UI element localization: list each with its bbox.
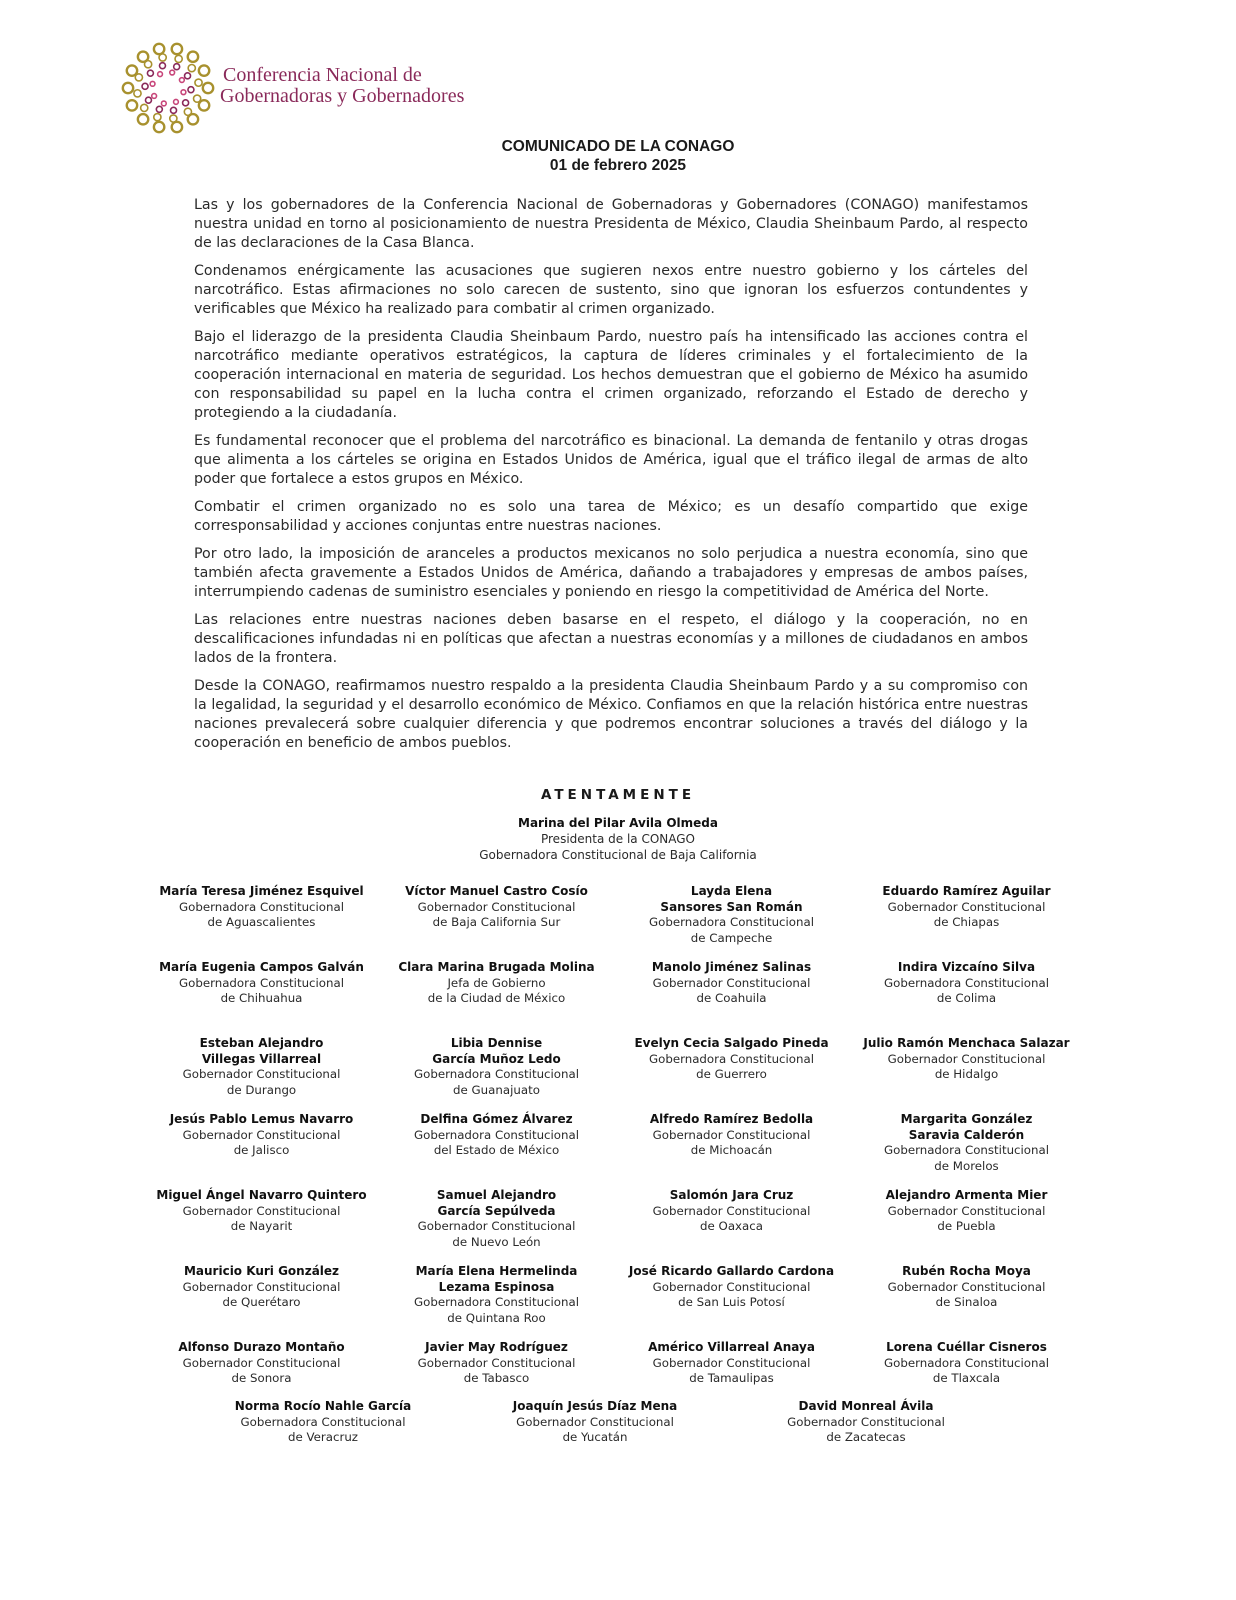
signatory-name: David Monreal Ávila: [798, 1399, 934, 1413]
signatory-role: Gobernadora Constitucional: [648, 1051, 815, 1066]
signature-block: [379, 1264, 614, 1340]
signatory-state: de Sonora: [231, 1371, 292, 1385]
emblem-dot: [185, 73, 191, 79]
emblem-dot: [179, 78, 184, 83]
signatory-role: Gobernador Constitucional: [182, 1355, 341, 1370]
signatory-name: Julio Ramón Menchaca Salazar: [863, 1036, 1070, 1050]
signatories-row: [144, 1112, 1084, 1188]
emblem-dot: [184, 108, 191, 115]
signatory-name: Samuel Alejandro García Sepúlveda: [436, 1188, 557, 1218]
signatories-last-row: [0, 1399, 1236, 1459]
signatory-name: Javier May Rodríguez: [425, 1340, 568, 1354]
signatory-name: Jesús Pablo Lemus Navarro: [169, 1112, 354, 1126]
emblem-dot: [158, 72, 163, 77]
document-title: COMUNICADO DE LA CONAGO: [501, 138, 735, 155]
signatory-state: de la Ciudad de México: [427, 991, 566, 1005]
signatory-state: de Oaxaca: [700, 1219, 763, 1233]
signatory-role: Gobernador Constitucional: [652, 1203, 811, 1218]
signatory-name: Alfonso Durazo Montaño: [178, 1340, 345, 1354]
emblem-dot: [159, 54, 166, 61]
signatory-role: Gobernador Constitucional: [182, 1279, 341, 1294]
signature-block: [144, 1036, 379, 1112]
logo-line-2: Gobernadoras y Gobernadores: [220, 85, 465, 107]
signatory-state: de Durango: [226, 1082, 297, 1097]
signatory-role: Gobernadora Constitucional: [178, 975, 345, 990]
signatory-role: Gobernador Constitucional: [182, 1203, 341, 1218]
signatory-name: Clara Marina Brugada Molina: [398, 960, 595, 974]
closing-salutation: ATENTAMENTE: [540, 787, 696, 803]
signatory-state: de Tabasco: [463, 1371, 530, 1385]
paragraph: Las y los gobernadores de la Conferencia Nacional de Gobernadoras y Gobernadores (CONAGO) manifestamos nuestra unidad en torno al posicionamiento de nuestra Presidenta de México, Claudia Sheinbaum Pardo, al respecto de las declaraciones de la Casa Blanca.: [194, 197, 1028, 251]
signatory-name: Manolo Jiménez Salinas: [651, 960, 812, 974]
emblem-dot: [138, 114, 148, 124]
signatory-state: de Campeche: [690, 930, 773, 945]
emblem-dot: [154, 114, 161, 121]
signatory-name: Américo Villarreal Anaya: [648, 1340, 815, 1354]
signatory-state: de Jalisco: [233, 1143, 290, 1157]
signatory-name: Eduardo Ramírez Aguilar: [882, 884, 1051, 898]
signatory-role: Gobernador Constitucional: [417, 1355, 576, 1370]
signatories-row: [144, 1036, 1084, 1112]
signatory-state: de Quintana Roo: [447, 1310, 546, 1325]
signatory-role: Gobernadora Constitucional: [413, 1127, 580, 1142]
emblem-dot: [171, 107, 177, 113]
signatory-state: de Chiapas: [933, 915, 1000, 929]
signature-block: [379, 1188, 614, 1264]
signatory-state: de Coahuila: [696, 991, 767, 1005]
signatory-name: Layda Elena Sansores San Román: [660, 884, 803, 914]
signature-block: [193, 1399, 453, 1446]
president-signature: [0, 815, 1236, 863]
signatories-grid: [144, 884, 1084, 1416]
signature-block: [614, 1188, 849, 1264]
emblem-dot: [174, 99, 179, 104]
paragraph: Combatir el crimen organizado no es solo una tarea de México; es un desafío compartido que exige corresponsabilidad y acciones conjuntas entre nuestras naciones.: [194, 499, 1028, 534]
signatory-name: Miguel Ángel Navarro Quintero: [156, 1188, 367, 1202]
emblem-dot: [159, 63, 165, 69]
emblem-dot: [175, 55, 182, 62]
signatory-name: Alfredo Ramírez Bedolla: [649, 1112, 814, 1126]
signatory-role: Gobernadora Constitucional: [413, 1067, 580, 1081]
signatories-row: [144, 1264, 1084, 1340]
signatory-role: Gobernadora Constitucional: [413, 1295, 580, 1309]
signatory-role: Gobernador Constitucional: [652, 1279, 811, 1294]
signatory-name: María Teresa Jiménez Esquivel: [159, 884, 364, 898]
signature-block: [614, 1264, 849, 1340]
signatory-state: de Zacatecas: [826, 1430, 906, 1444]
emblem-dot: [141, 104, 148, 111]
signatory-name: Alejandro Armenta Mier: [885, 1188, 1048, 1202]
emblem-dot: [156, 106, 162, 112]
signatory-name: María Eugenia Campos Galván: [159, 960, 364, 974]
emblem-dot: [154, 44, 164, 54]
signatory-role: Gobernadora Constitucional: [178, 899, 345, 914]
signature-block: [379, 960, 614, 1036]
document-body: [194, 196, 1028, 762]
signatory-role: Gobernadora Constitucional: [883, 975, 1050, 990]
signatory-role: Gobernador Constitucional: [787, 1414, 945, 1429]
signatory-name: Salomón Jara Cruz: [669, 1188, 794, 1202]
paragraph: Por otro lado, la imposición de aranceles a productos mexicanos no solo perjudica a nuestra economía, sino que también afecta gravemente a Estados Unidos de América, dañando a trabajadores y empresas de ambos países, interrumpiendo cadenas de suministro esenciales y poniendo en riesgo la competitividad de América del Norte.: [194, 546, 1028, 600]
signatory-state: de Puebla: [937, 1219, 996, 1233]
signatory-role: Gobernador Constitucional: [652, 1127, 811, 1142]
signature-block: [379, 1112, 614, 1188]
signatory-state: de Morelos: [934, 1158, 999, 1173]
signatory-name: Indira Vizcaíno Silva: [897, 960, 1036, 974]
signatory-name: Delfina Gómez Álvarez: [420, 1112, 573, 1126]
signatory-name: Lorena Cuéllar Cisneros: [886, 1340, 1047, 1354]
signatory-state: de Sinaloa: [935, 1295, 998, 1309]
emblem-dot: [172, 44, 182, 54]
emblem-dot: [172, 122, 182, 132]
emblem-dot: [135, 74, 142, 81]
emblem-dot: [127, 100, 137, 110]
emblem-dot: [199, 100, 209, 110]
signatory-state: de San Luis Potosí: [678, 1295, 785, 1309]
logo-line-1: Conferencia Nacional de: [223, 64, 422, 86]
emblem-dot: [142, 83, 148, 89]
signatory-state: de Querétaro: [222, 1295, 301, 1309]
president-title: Gobernadora Constitucional de Baja California: [479, 848, 757, 862]
signatories-row: [144, 1188, 1084, 1264]
signatory-role: Gobernador Constitucional: [887, 1051, 1046, 1066]
document-heading: [0, 137, 1236, 175]
emblem-dot: [161, 101, 166, 106]
signature-block: [614, 960, 849, 1036]
signatory-name: Víctor Manuel Castro Cosío: [405, 884, 588, 898]
signatory-role: Gobernador Constitucional: [182, 1067, 341, 1081]
signatory-state: del Estado de México: [433, 1143, 560, 1157]
signatory-role: Jefa de Gobierno: [447, 975, 546, 990]
signatory-role: Gobernador Constitucional: [417, 1219, 576, 1233]
paragraph: Condenamos enérgicamente las acusaciones que sugieren nexos entre nuestro gobierno y los cárteles del narcotráfico. Estas afirmaciones no solo carecen de sustento, sino que ignoran los esfuerzos contundentes y verificables que México ha realizado para combatir al crimen organizado.: [194, 263, 1028, 317]
president-name: Marina del Pilar Avila Olmeda: [518, 816, 718, 830]
emblem-dot: [170, 115, 177, 122]
signature-block: [849, 884, 1084, 960]
emblem-dot: [123, 83, 133, 93]
emblem-dot: [154, 122, 164, 132]
signatory-role: Gobernador Constitucional: [652, 1355, 811, 1370]
signature-block: [144, 1264, 379, 1340]
signatory-state: de Hidalgo: [934, 1067, 999, 1081]
signatory-state: de Aguascalientes: [207, 915, 316, 929]
signatory-role: Gobernador Constitucional: [182, 1127, 341, 1142]
signature-block: [144, 1188, 379, 1264]
signatory-state: de Colima: [936, 991, 997, 1005]
emblem-dot: [199, 65, 209, 75]
emblem-dot: [183, 100, 189, 106]
emblem-dot: [195, 79, 202, 86]
emblem-dot: [181, 90, 186, 95]
emblem-dot: [145, 61, 152, 68]
emblem-dot: [174, 64, 180, 70]
president-role: Presidenta de la CONAGO: [540, 832, 695, 846]
signatory-state: de Nayarit: [230, 1219, 293, 1233]
signatory-name: Margarita González Saravia Calderón: [900, 1112, 1033, 1142]
signatory-state: de Yucatán: [562, 1430, 628, 1444]
signatory-state: de Veracruz: [288, 1430, 358, 1444]
signatory-name: Rubén Rocha Moya: [902, 1264, 1031, 1278]
signature-block: [144, 1112, 379, 1188]
signature-block: [849, 1036, 1084, 1112]
signatory-name: Joaquín Jesús Díaz Mena: [512, 1399, 678, 1413]
conago-logo: [120, 40, 500, 136]
signature-block: [144, 960, 379, 1036]
paragraph: Es fundamental reconocer que el problema del narcotráfico es binacional. La demanda de fentanilo y otras drogas que alimenta a los cárteles se origina en Estados Unidos de América, igual que el tráfico ilegal de armas de alto poder que fortalece a estos grupos en México.: [194, 433, 1028, 487]
signatory-role: Gobernadora Constitucional: [883, 1355, 1050, 1370]
signatory-state: de Guerrero: [696, 1067, 767, 1081]
signature-block: [379, 884, 614, 960]
emblem-dot: [134, 90, 141, 97]
signatory-name: Mauricio Kuri González: [183, 1264, 340, 1278]
emblem-dot: [170, 70, 175, 75]
emblem-dot: [145, 97, 151, 103]
signature-block: [144, 884, 379, 960]
paragraph: Bajo el liderazgo de la presidenta Claudia Sheinbaum Pardo, nuestro país ha intensificado las acciones contra el narcotráfico mediante operativos estratégicos, la captura de líderes criminales y el fortalecimiento de la cooperación internacional en materia de seguridad. Los hechos demuestran que el gobierno de México ha asumido con responsabilidad su papel en la lucha contra el crimen organizado, reforzando el Estado de derecho y protegiendo a la ciudadanía.: [194, 329, 1028, 421]
signatory-state: de Tlaxcala: [932, 1371, 1001, 1385]
conago-emblem-icon: [120, 40, 216, 136]
emblem-dot: [150, 81, 155, 86]
signatory-state: de Michoacán: [690, 1143, 773, 1157]
signatories-row: [144, 884, 1084, 960]
signatory-role: Gobernador Constitucional: [652, 975, 811, 990]
emblem-dot: [188, 65, 195, 72]
signature-block: [849, 1264, 1084, 1340]
signature-block: [849, 1112, 1084, 1188]
signature-block: [614, 1112, 849, 1188]
signatories-row: [144, 960, 1084, 1036]
signatory-state: de Chihuahua: [220, 991, 303, 1005]
signatory-name: José Ricardo Gallardo Cardona: [628, 1264, 835, 1278]
logo-wordmark: [220, 64, 465, 107]
signatory-role: Gobernador Constitucional: [887, 1203, 1046, 1218]
emblem-dot: [194, 95, 201, 102]
signatory-name: Evelyn Cecia Salgado Pineda: [634, 1036, 829, 1050]
signatory-role: Gobernadora Constitucional: [648, 915, 815, 929]
emblem-dot: [188, 87, 194, 93]
signature-block: [465, 1399, 725, 1446]
signatory-role: Gobernadora Constitucional: [883, 1143, 1050, 1157]
signatory-state: de Tamaulipas: [689, 1371, 774, 1385]
signature-block: [379, 1036, 614, 1112]
signatory-role: Gobernador Constitucional: [887, 899, 1046, 914]
signatory-state: de Nuevo León: [452, 1234, 541, 1249]
signatory-name: Norma Rocío Nahle García: [234, 1399, 412, 1413]
signatory-role: Gobernador Constitucional: [887, 1279, 1046, 1294]
paragraph: Las relaciones entre nuestras naciones deben basarse en el respeto, el diálogo y la cooperación, no en descalificaciones infundadas ni en políticas que afectan a nuestras economías y a millones de ciudadanos en ambos lados de la frontera.: [194, 612, 1028, 666]
signature-block: [614, 1036, 849, 1112]
paragraph: Desde la CONAGO, reafirmamos nuestro respaldo a la presidenta Claudia Sheinbaum Pardo y a su compromiso con la legalidad, la seguridad y el desarrollo económico de México. Confiamos en que la relación histórica entre nuestras naciones prevalecerá sobre cualquier diferencia y que podremos encontrar soluciones a través del diálogo y la cooperación en beneficio de ambos pueblos.: [194, 678, 1028, 751]
signatory-role: Gobernador Constitucional: [417, 899, 576, 914]
signature-block: [614, 884, 849, 960]
signatory-name: Libia Dennise García Muñoz Ledo: [432, 1036, 561, 1066]
signatory-state: de Guanajuato: [453, 1082, 540, 1097]
signature-block: [849, 1188, 1084, 1264]
emblem-dot: [127, 65, 137, 75]
emblem-dot: [203, 83, 213, 93]
emblem-dot: [152, 94, 157, 99]
signature-block: [736, 1399, 996, 1446]
signatory-state: de Baja California Sur: [432, 915, 561, 929]
signatory-role: Gobernador Constitucional: [516, 1414, 674, 1429]
signatory-name: Esteban Alejandro Villegas Villarreal: [199, 1036, 324, 1066]
emblem-dot: [188, 52, 198, 62]
signature-block: [849, 960, 1084, 1036]
signatory-role: Gobernadora Constitucional: [240, 1414, 406, 1429]
emblem-dot: [147, 70, 153, 76]
signatory-name: María Elena Hermelinda Lezama Espinosa: [415, 1264, 578, 1294]
document-date: 01 de febrero 2025: [549, 157, 687, 174]
